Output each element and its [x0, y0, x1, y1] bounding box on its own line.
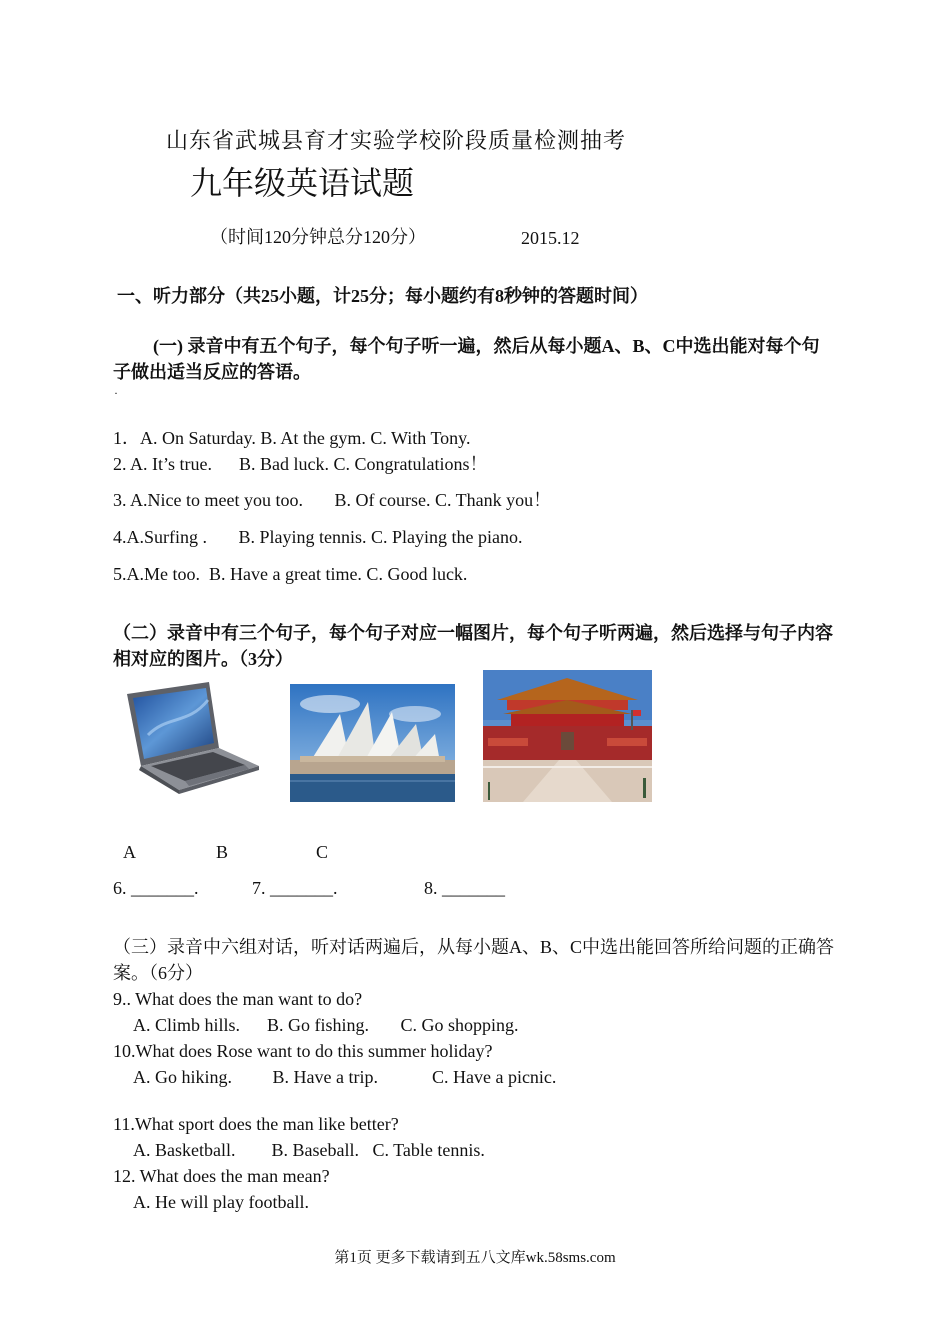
- question-12-options: A. He will play football.: [133, 1192, 309, 1212]
- question-5: 5.A.Me too. B. Have a great time. C. Good luck.: [113, 564, 468, 584]
- picture-label-c: C: [316, 842, 329, 862]
- question-8: 8. _______: [424, 878, 505, 898]
- time-info: （时间120分钟总分120分）: [210, 227, 426, 247]
- school-line: 山东省武城县育才实验学校阶段质量检测抽考: [166, 129, 627, 154]
- question-7: 7. _______.: [252, 878, 338, 898]
- laptop-picture: [113, 680, 263, 795]
- question-11: 11.What sport does the man like better?: [113, 1114, 399, 1134]
- question-3: 3. A.Nice to meet you too. B. Of course. C. Thank you！: [113, 490, 552, 510]
- part2-instruction: （二）录音中有三个句子，每个句子对应一幅图片，每个句子听两遍，然后选择与句子内容相对应的图片。（3分）: [113, 623, 833, 669]
- part3-instruction: （三）录音中六组对话，听对话两遍后，从每小题A、B、C中选出能回答所给问题的正确答案。（6分）: [113, 937, 835, 983]
- question-4: 4.A.Surfing . B. Playing tennis. C. Playing the piano.: [113, 527, 523, 547]
- question-12: 12. What does the man mean?: [113, 1166, 330, 1186]
- picture-label-a: A: [123, 842, 136, 862]
- question-9-options: A. Climb hills. B. Go fishing. C. Go shopping.: [133, 1015, 519, 1035]
- question-6: 6. _______.: [113, 878, 199, 898]
- section-heading: 一、听力部分（共25小题，计25分；每小题约有8秒钟的答题时间）: [117, 286, 648, 306]
- page-footer: 第1页 更多下载请到五八文库wk.58sms.com: [334, 1250, 616, 1266]
- opera-house-picture: [290, 684, 455, 802]
- question-1: 1．A. On Saturday. B. At the gym. C. With Tony.: [113, 428, 471, 448]
- tiananmen-picture: [483, 670, 652, 802]
- part1-instruction: (一) 录音中有五个句子，每个句子听一遍，然后从每小题A、B、C中选出能对每个句子做出适当反应的答语。: [113, 336, 820, 382]
- question-10: 10.What does Rose want to do this summer holiday?: [113, 1041, 493, 1061]
- exam-date: 2015.12: [521, 228, 580, 248]
- question-10-options: A. Go hiking. B. Have a trip. C. Have a picnic.: [133, 1067, 557, 1087]
- picture-label-b: B: [216, 842, 229, 862]
- page-title: 九年级英语试题: [190, 164, 415, 202]
- question-11-options: A. Basketball. B. Baseball. C. Table tennis.: [133, 1140, 485, 1160]
- question-9: 9.. What does the man want to do?: [113, 989, 363, 1009]
- question-2: 2. A. It’s true. B. Bad luck. C. Congratulations！: [113, 454, 488, 474]
- stray-dot: ·: [114, 386, 118, 400]
